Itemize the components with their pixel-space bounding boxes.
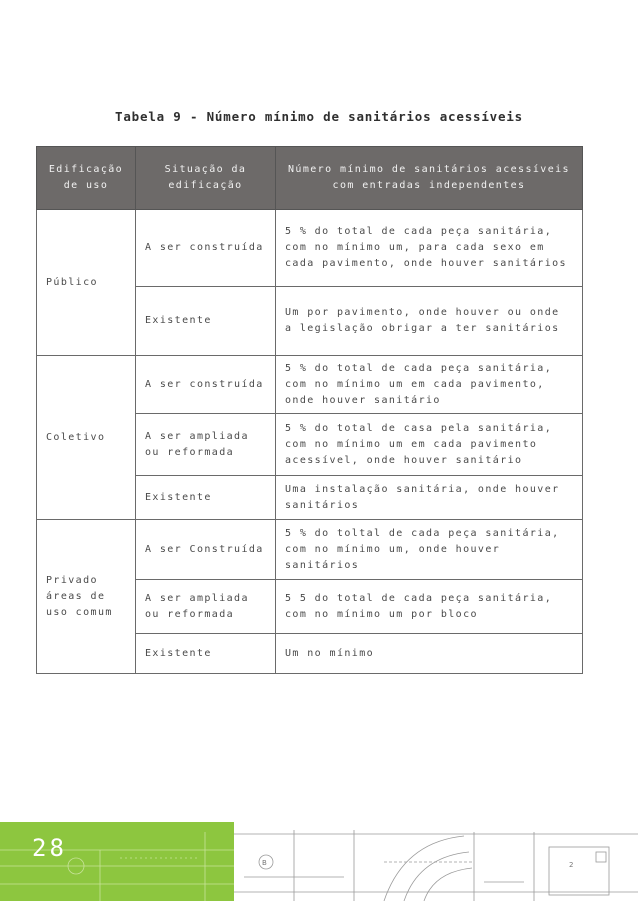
situation-cell: A ser construída: [136, 356, 276, 414]
floorplan-drawing: [234, 822, 638, 901]
svg-text:2: 2: [569, 861, 574, 869]
minimum-cell: 5 % do total de cada peça sanitária, com no mínimo um em cada pavimento, onde houver sanitário: [276, 356, 583, 414]
situation-cell: Existente: [136, 287, 276, 356]
use-cell: Coletivo: [37, 356, 136, 520]
header-situation: Situação da edificação: [136, 147, 276, 210]
situation-cell: A ser construída: [136, 210, 276, 287]
header-use: Edificação de uso: [37, 147, 136, 210]
page-number: 28: [32, 834, 67, 862]
sanitary-table: [36, 146, 583, 674]
svg-text:B: B: [262, 859, 267, 867]
table-row: [37, 520, 583, 580]
minimum-cell: Uma instalação sanitária, onde houver sanitários: [276, 476, 583, 520]
table-header-row: [37, 147, 583, 210]
situation-cell: Existente: [136, 476, 276, 520]
use-cell: Privado áreas de uso comum: [37, 520, 136, 674]
header-minimum: Número mínimo de sanitários acessíveis com entradas independentes: [276, 147, 583, 210]
table-caption: Tabela 9 - Número mínimo de sanitários acessíveis: [115, 109, 523, 124]
use-cell: Público: [37, 210, 136, 356]
minimum-cell: 5 % do total de cada peça sanitária, com no mínimo um, para cada sexo em cada pavimento, onde houver sanitários: [276, 210, 583, 287]
situation-cell: Existente: [136, 634, 276, 674]
minimum-cell: 5 % do toltal de cada peça sanitária, com no mínimo um, onde houver sanitários: [276, 520, 583, 580]
situation-cell: A ser ampliada ou reformada: [136, 580, 276, 634]
minimum-cell: Um por pavimento, onde houver ou onde a legislação obrigar a ter sanitários: [276, 287, 583, 356]
minimum-cell: Um no mínimo: [276, 634, 583, 674]
minimum-cell: 5 5 do total de cada peça sanitária, com no mínimo um por bloco: [276, 580, 583, 634]
table-row: [37, 356, 583, 414]
table-row: [37, 210, 583, 287]
situation-cell: A ser Construída: [136, 520, 276, 580]
situation-cell: A ser ampliada ou reformada: [136, 414, 276, 476]
minimum-cell: 5 % do total de casa pela sanitária, com no mínimo um em cada pavimento acessível, onde houver sanitário: [276, 414, 583, 476]
